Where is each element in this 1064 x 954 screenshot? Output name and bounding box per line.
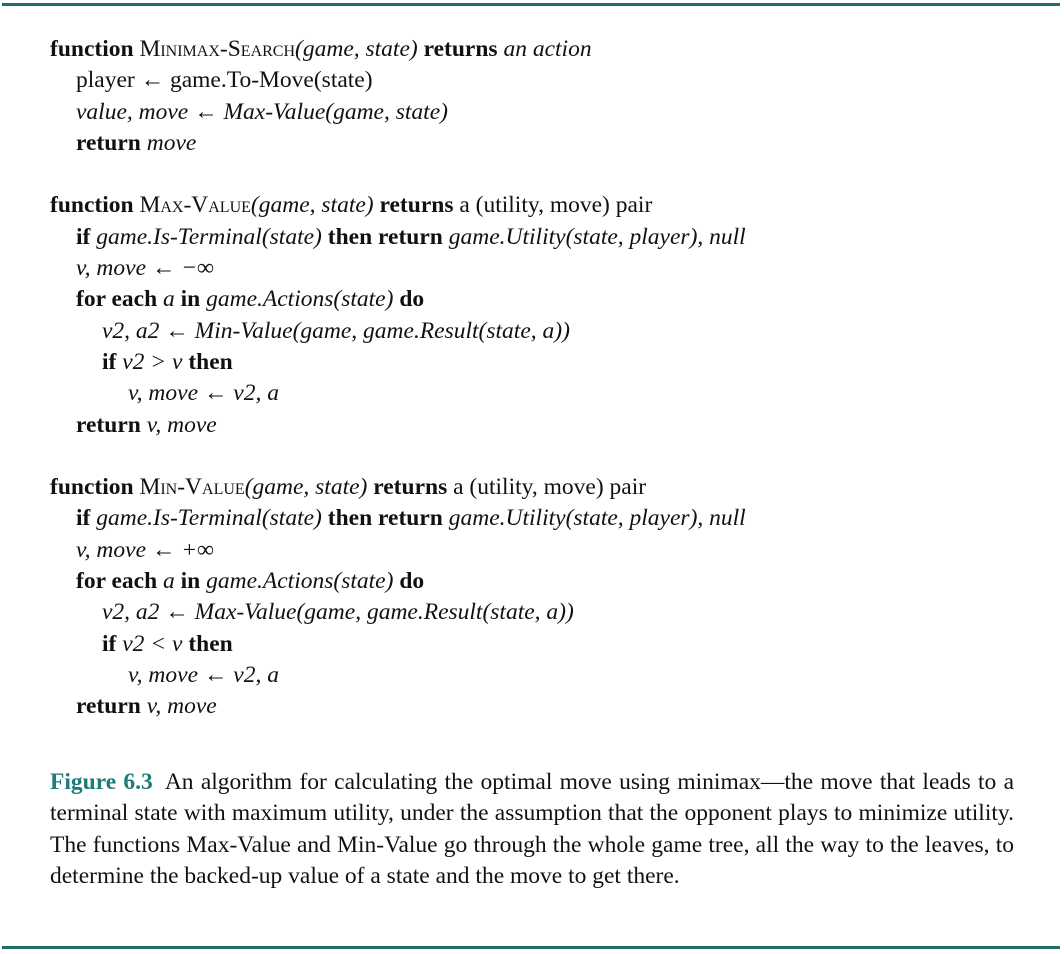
code-line: v, move ← v2, a bbox=[128, 661, 279, 688]
return-type: a (utility, move) pair bbox=[453, 474, 647, 501]
code-line: if v2 < v then bbox=[102, 630, 233, 657]
function-name: Minimax-Search bbox=[139, 36, 296, 62]
code-line: for each a in game.Actions(state) do bbox=[76, 568, 425, 595]
code-line: return v, move bbox=[76, 693, 217, 720]
keyword-returns: returns bbox=[379, 192, 454, 219]
code-line: v, move ← −∞ bbox=[76, 255, 214, 282]
function-name: Max-Value bbox=[139, 192, 251, 219]
caption-text: An algorithm for calculating the optimal move using minimax—the move that leads to a terminal state with maximum utility, under the assumption that the opponent plays to minimize utility. The functions Max-Value and Min-Value go through the whole game tree, all the way to the leaves, to determine the backed-up value of a state and the move to get there. bbox=[50, 769, 1014, 889]
figure-label: Figure 6.3 bbox=[50, 769, 153, 795]
return-type: a (utility, move) pair bbox=[459, 192, 653, 219]
minimax-search-header bbox=[50, 34, 1030, 65]
code-line: player ← game.To-Move(state) bbox=[76, 67, 373, 94]
code-line: return v, move bbox=[76, 411, 217, 438]
bottom-rule bbox=[2, 946, 1060, 949]
keyword-returns: returns bbox=[423, 36, 498, 62]
code-line: if v2 > v then bbox=[102, 348, 233, 375]
max-value-header bbox=[50, 190, 1030, 221]
keyword-function: function bbox=[50, 192, 134, 219]
algorithm-block bbox=[50, 34, 1030, 723]
figure-caption bbox=[50, 767, 1014, 892]
function-params: (game, state) bbox=[244, 474, 368, 501]
keyword-function: function bbox=[50, 36, 134, 62]
code-line: if game.Is-Terminal(state) then return game.Utility(state, player), null bbox=[76, 505, 746, 532]
code-line: v2, a2 ← Max-Value(game, game.Result(state, a)) bbox=[102, 599, 574, 626]
code-line: v, move ← v2, a bbox=[128, 380, 279, 407]
code-line: value, move ← Max-Value(game, state) bbox=[76, 98, 448, 125]
function-params: (game, state) bbox=[250, 192, 374, 219]
return-type: an action bbox=[503, 36, 592, 62]
keyword-function: function bbox=[50, 474, 134, 501]
code-line: return move bbox=[76, 129, 197, 156]
top-rule bbox=[2, 3, 1060, 6]
keyword-return: return bbox=[76, 129, 141, 156]
min-value-header bbox=[50, 472, 1030, 503]
code-line: v2, a2 ← Min-Value(game, game.Result(state, a)) bbox=[102, 317, 570, 344]
code-line: if game.Is-Terminal(state) then return game.Utility(state, player), null bbox=[76, 223, 746, 250]
code-line: for each a in game.Actions(state) do bbox=[76, 286, 425, 313]
keyword-returns: returns bbox=[373, 474, 448, 501]
code-line: v, move ← +∞ bbox=[76, 536, 214, 563]
function-name: Min-Value bbox=[139, 474, 245, 501]
function-params: (game, state) bbox=[295, 36, 418, 62]
